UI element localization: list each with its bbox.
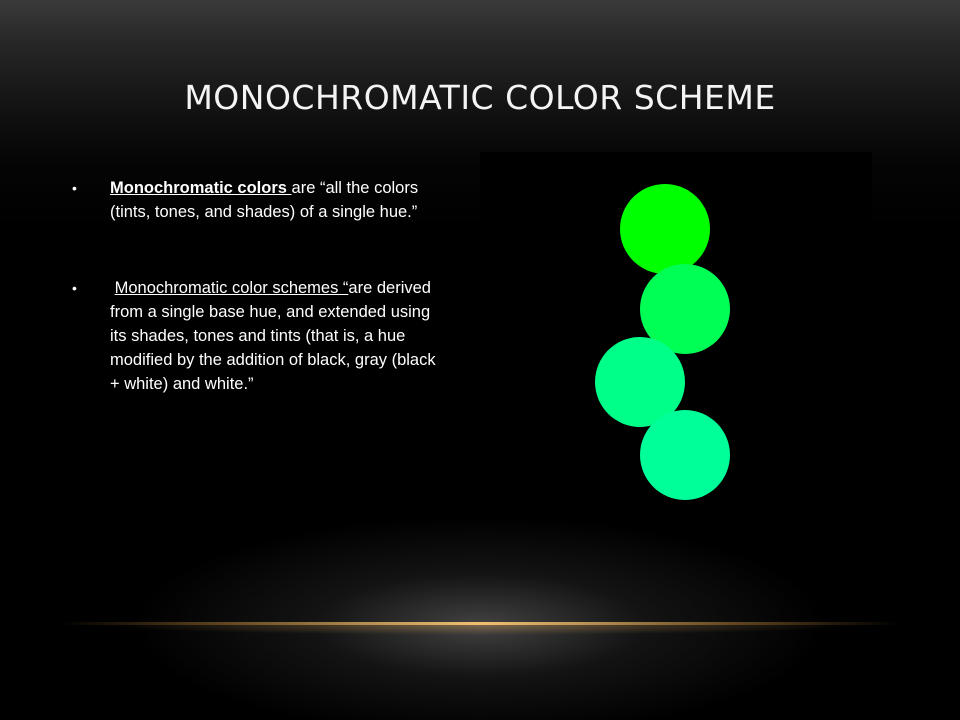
floor-glow [120, 520, 840, 720]
green-circle-4 [640, 410, 730, 500]
bullet-item-monochromatic-colors [72, 176, 442, 224]
floor-line [60, 622, 900, 625]
color-circles-image [480, 152, 872, 512]
floor-line-shadow [100, 625, 860, 635]
definition-monochromatic-color-schemes: are derived from a single base hue, and extended using its shades, tones and tints (that is, a hue modified by the addition of black, gray (black + white) and white.” [110, 279, 436, 393]
term-monochromatic-color-schemes: Monochromatic color schemes “ [114, 279, 349, 297]
slide-body [72, 176, 442, 396]
bullet-dot: • [72, 280, 77, 296]
definition-monochromatic-colors: are “all the colors (tints, tones, and shades) of a single hue.” [110, 179, 419, 221]
slide-title: MONOCHROMATIC COLOR SCHEME [184, 78, 776, 117]
bullet-dot: • [72, 180, 77, 196]
term-monochromatic-colors: Monochromatic colors [110, 179, 292, 197]
green-circle-1 [620, 184, 710, 274]
bullet-item-monochromatic-schemes [72, 276, 442, 396]
